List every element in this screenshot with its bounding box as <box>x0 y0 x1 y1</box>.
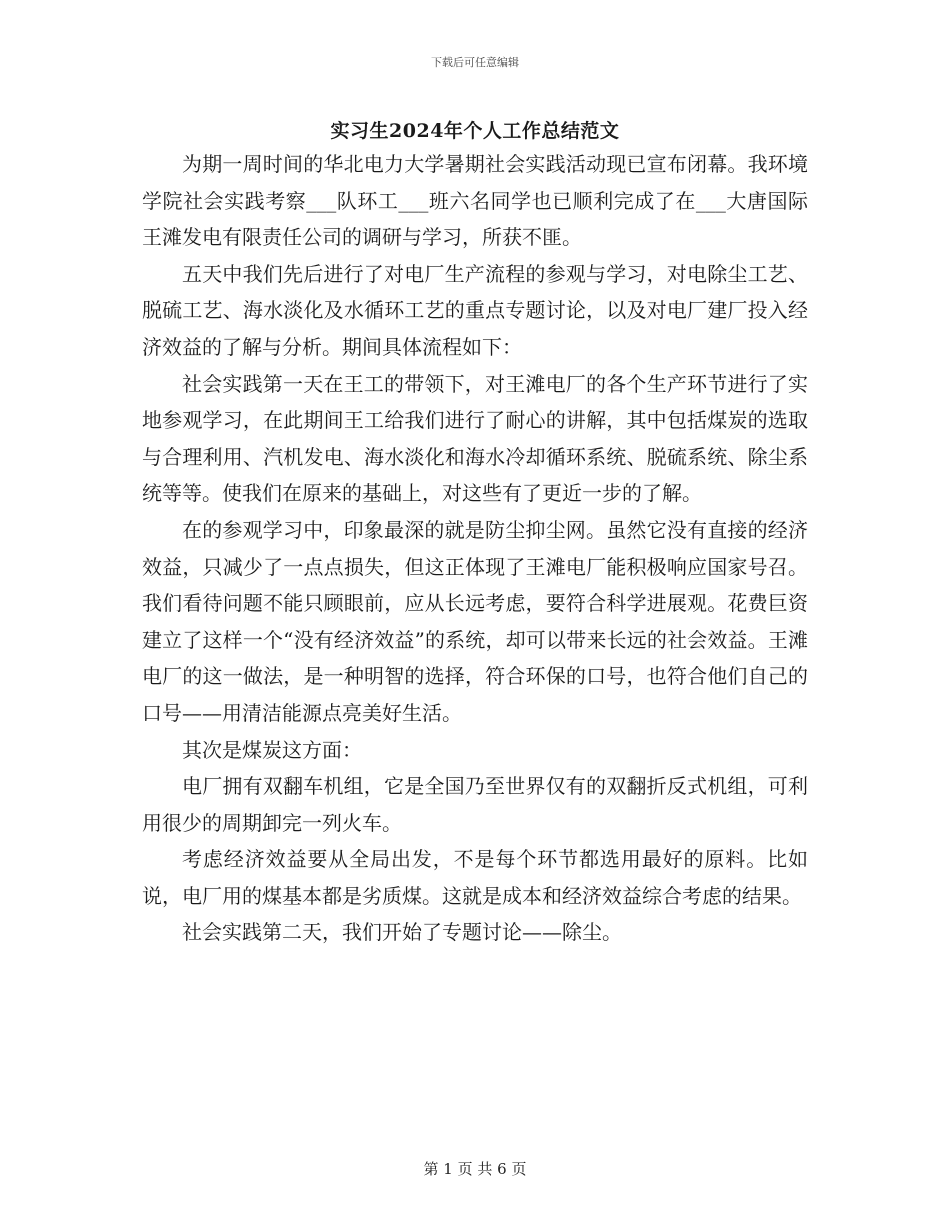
paragraph: 社会实践第二天，我们开始了专题讨论——除尘。 <box>182 920 622 945</box>
header-note: 下载后可任意编辑 <box>431 56 519 69</box>
paragraph: 其次是煤炭这方面： <box>182 737 362 762</box>
page-number-footer: 第 1 页 共 6 页 <box>423 1160 527 1178</box>
paragraph: 在的参观学习中，印象最深的就是防尘抑尘网。虽然它没有直接的经济效益，只减少了一点点损失，但这正体现了王滩电厂能积极响应国家号召。我们看待问题不能只顾眼前，应从长远考虑，要符合科学进展观。花费巨资建立了这样一个“没有经济效益”的系统，却可以带来长远的社会效益。王滩电厂的这一做法，是一种明智的选择，符合环保的口号，也符合他们自己的口号——用清洁能源点亮美好生活。 <box>142 517 808 725</box>
paragraph: 社会实践第一天在王工的带领下，对王滩电厂的各个生产环节进行了实地参观学习，在此期间王工给我们进行了耐心的讲解，其中包括煤炭的选取与合理利用、汽机发电、海水淡化和海水冷却循环系统、脱硫系统、除尘系统等等。使我们在原来的基础上，对这些有了更近一步的了解。 <box>142 371 808 506</box>
paragraph: 电厂拥有双翻车机组，它是全国乃至世界仅有的双翻折反式机组，可利用很少的周期卸完一列火车。 <box>142 774 808 835</box>
paragraph: 考虑经济效益要从全局出发，不是每个环节都选用最好的原料。比如说，电厂用的煤基本都是劣质煤。这就是成本和经济效益综合考虑的结果。 <box>142 847 808 908</box>
paragraph: 五天中我们先后进行了对电厂生产流程的参观与学习，对电除尘工艺、脱硫工艺、海水淡化及水循环工艺的重点专题讨论，以及对电厂建厂投入经济效益的了解与分析。期间具体流程如下： <box>142 261 808 359</box>
document-title: 实习生2024年个人工作总结范文 <box>330 120 620 142</box>
paragraph: 为期一周时间的华北电力大学暑期社会实践活动现已宣布闭幕。我环境学院社会实践考察___队环工___班六名同学也已顺利完成了在___大唐国际王滩发电有限责任公司的调研与学习，所获不匪。 <box>142 152 808 250</box>
document-body <box>142 146 808 951</box>
